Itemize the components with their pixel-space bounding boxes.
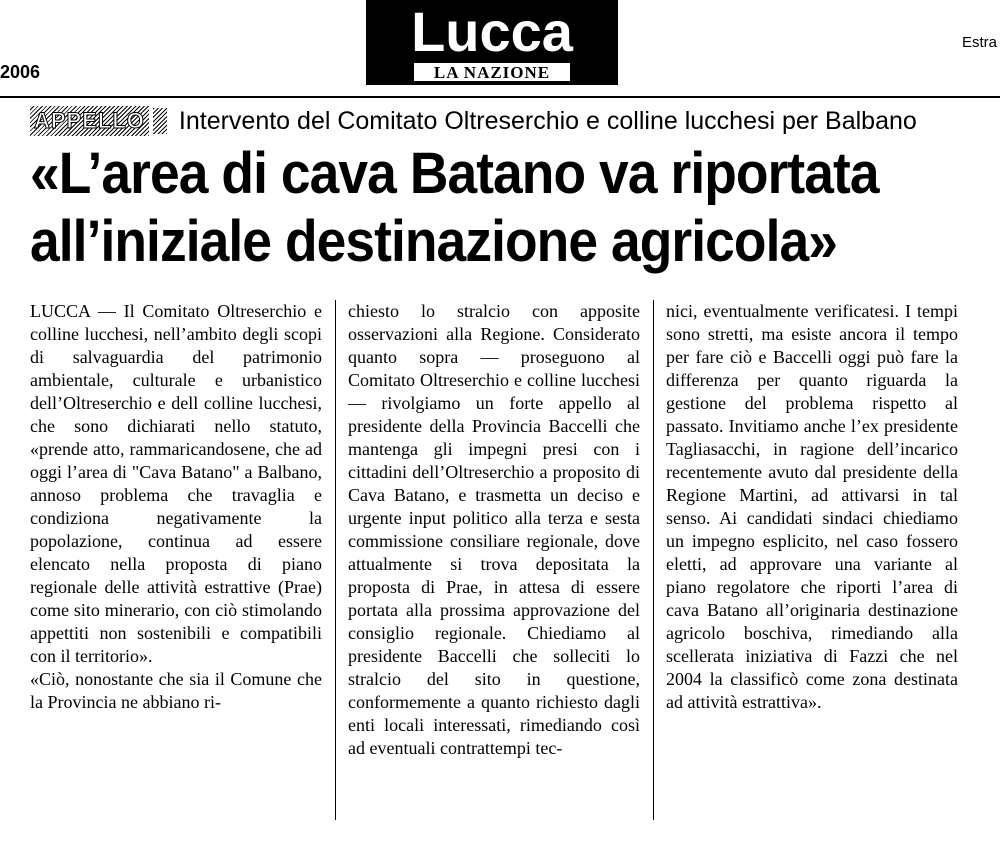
column-1-paragraph-2: «Ciò, nonostante che sia il Comune che la Provincia ne abbiano ri- [30, 669, 322, 712]
issue-date: 2006 [0, 62, 41, 82]
article-column-1 [30, 300, 322, 714]
kicker-label: APPELLO [30, 106, 149, 136]
masthead-logo [366, 0, 618, 85]
column-1-paragraph-1: LUCCA — Il Comitato Oltreserchio e colline lucchesi, nell’ambito degli scopi di salvaguardia del patrimonio ambientale, culturale e urbanistico dell’Oltreserchio e dell colline lucchesi, che sono dichiarati nello statuto, «prende atto, rammaricandosene, che ad oggi l’area di "Cava Batano" a Balbano, annoso problema che travaglia e condiziona negativamente la popolazione, continua ad essere elencato nella proposta di piano regionale delle attività estrattive (Prae) come sito minerario, con ciò stimolando appettiti non sostenibili e compatibili con il territorio». [30, 301, 322, 666]
header-rule [0, 96, 1000, 98]
headline-line-1: «L’area di cava Batano va riportata [30, 141, 879, 206]
page-edge-label: Estra [962, 34, 998, 51]
kicker-stripes-decoration [153, 108, 167, 134]
article-column-2 [348, 300, 640, 760]
column-divider [335, 300, 336, 820]
kicker-text: Intervento del Comitato Oltreserchio e colline lucchesi per Balbano [178, 106, 917, 135]
headline-line-2: all’iniziale destinazione agricola» [30, 209, 838, 274]
article-column-3 [666, 300, 958, 714]
kicker [30, 104, 917, 138]
column-divider [653, 300, 654, 820]
masthead-city: Lucca [411, 0, 573, 63]
column-2-paragraph-1: chiesto lo stralcio con apposite osservazioni alla Regione. Considerato quanto sopra — proseguono al Comitato Oltreserchio e colline lucchesi — rivolgiamo un forte appello al presidente della Provincia Baccelli che mantenga gli impegni presi con i cittadini dell’Oltreserchio a proposito di Cava Batano, e trasmetta un deciso e urgente input politico alla terza e sesta commissione consiliare regionale, dove attualmente si trova depositata la proposta di Prae, in attesa di essere portata alla prossima approvazione del consiglio regionale. Chiediamo al presidente Baccelli che solleciti lo stralcio del sito in questione, conformemente a quanto richiesto dagli enti locali interessati, rimediando così ad eventuali contrattempi tec- [348, 301, 640, 758]
headline [30, 140, 895, 276]
masthead-paper: LA NAZIONE [414, 63, 570, 81]
column-3-paragraph-1: nici, eventualmente verificatesi. I tempi sono stretti, ma esiste ancora il tempo per fare ciò e Baccelli oggi può fare la differenza per quanto riguarda la gestione del problema rispetto al passato. Invitiamo anche l’ex presidente Tagliasacchi, in ragione dell’incarico recentemente avuto dal presidente della Regione Martini, ad attivarsi in tal senso. Ai candidati sindaci chiediamo un impegno esplicito, nel caso fossero eletti, ad approvare una variante al piano regolatore che riporti l’area di cava Batano all’originaria destinazione agricolo boschiva, rimediando alla scellerata iniziativa di Fazzi che nel 2004 la classificò come zona destinata ad attività estrattiva». [666, 301, 958, 712]
